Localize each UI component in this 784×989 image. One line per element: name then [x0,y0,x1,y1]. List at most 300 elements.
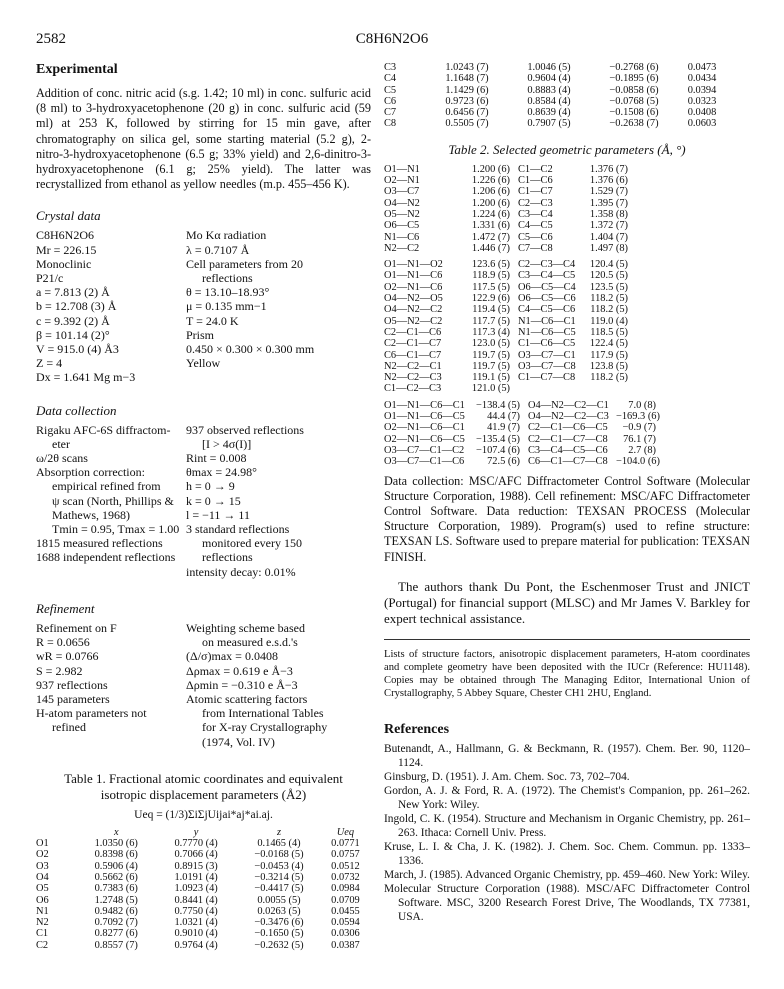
table-cell: 0.0709 [331,894,360,906]
table-cell: 7.0 (8) [628,399,656,411]
list-item: Mr = 226.15 [36,242,97,257]
list-item: on measured e.s.d.'s [202,635,298,650]
list-item: refined [52,720,86,735]
references-list [384,742,750,924]
list-item: Mathews, 1968) [52,507,130,522]
list-item: Δρmin = −0.310 e Å−3 [186,677,298,692]
page-number: 2582 [36,31,66,47]
table-row [384,107,728,118]
table-cell: 1.0046 (5) [527,62,571,73]
table1-section [36,771,371,951]
list-item: for X-ray Crystallography [202,720,328,735]
table-cell: 0.5505 (7) [445,118,489,130]
table1-coordinates [36,827,371,951]
table-cell: O2—N1 [384,175,420,187]
table-cell: 0.0055 (5) [257,894,301,906]
divider [384,639,750,640]
data-collection-right-list [186,423,371,579]
table-cell: C3—C4 [518,208,553,220]
list-item: H-atom parameters not [36,706,147,721]
table-cell: C1—C6—C5 [518,338,576,350]
table-cell: O4—N2 [384,197,420,209]
table-cell: 1.497 (8) [589,242,628,254]
table-cell: 0.0984 [331,883,360,895]
table-cell: 0.0455 [331,905,360,917]
table-cell: O1—N1—C6 [384,270,443,282]
table-cell: −0.0768 (5) [609,95,659,107]
table-cell: 1.472 (7) [471,231,510,243]
table-row [384,118,728,129]
table-cell: O4 [36,871,49,883]
list-item: Rigaku AFC-6S diffractom- [36,422,171,437]
table-cell: 1.226 (6) [471,175,510,187]
list-item: Tmin = 0.95, Tmax = 1.00 [52,522,180,537]
table-cell: C2 [36,939,49,951]
table-cell: −0.1508 (6) [609,107,659,119]
table-cell: 1.446 (7) [471,242,510,254]
software-text: Data collection: MSC/AFC Diffractometer Control Software (Molecular Structure Corporation, 1988). Cell refinement: MSC/AFC Diffractometer Control Software. Data reduction: TEXSAN PROCESS (Molecular Structure Corporation, 1989). Program(s) used to refine structure: TEXSAN LS. Software used to prepare material for publication: TEXSAN FINISH. [384,473,750,564]
table-cell: 0.7092 (7) [94,917,138,929]
table-row [36,928,371,939]
list-item: monitored every 150 [202,536,302,551]
list-item: 937 reflections [36,677,108,692]
table-cell: 1.0243 (7) [445,62,489,73]
reference-item: Kruse, L. I. & Cha, J. K. (1982). J. Chem. Soc. Chem. Commun. pp. 1333–1336. [384,840,750,867]
list-item: Mo Kα radiation [186,228,267,243]
table-cell: 72.5 (6) [487,456,520,468]
reference-item: Ginsburg, D. (1951). J. Am. Chem. Soc. 73, 702–704. [384,770,630,783]
table-cell: 0.8557 (7) [94,939,138,951]
experimental-heading: Experimental [36,62,118,77]
refinement-right-list [186,621,371,749]
table-cell: 117.5 (5) [472,281,510,293]
reference-item: Molecular Structure Corporation (1988). MSC/AFC Diffractometer Control Software. MSC, 3200 Research Forest Drive, The Woodlands, TX 77381, USA. [384,882,750,923]
table-cell: 0.5906 (4) [94,860,138,872]
table-header: y [193,826,199,838]
table1-formula: Ueq = (1/3)ΣiΣjUijai*aj*ai.aj. [134,808,273,821]
table-cell: O2 [36,849,49,861]
table-cell [588,383,628,394]
table-cell: −0.9 (7) [622,422,656,434]
table-cell: C4—C5—C6 [518,304,576,316]
table-cell: 44.4 (7) [487,411,520,423]
data-collection-left-list [36,423,186,579]
table-cell: O1 [36,838,49,850]
table-cell: O6 [36,894,49,906]
table-cell: 119.7 (5) [472,349,510,361]
list-item: ψ scan (North, Phillips & [52,493,174,508]
reference-item: Butenandt, A., Hallmann, G. & Beckmann, R. (1957). Chem. Ber. 90, 1120–1124. [384,742,750,769]
table-row [384,62,728,73]
table-cell: C1—C6 [518,175,553,187]
table-row [36,895,371,906]
table-cell: −169.3 (6) [616,411,660,423]
table-cell: C2—C3—C4 [518,259,576,271]
table-cell: 122.9 (6) [471,293,510,305]
table-row [36,838,371,849]
list-item: [I > 4σ(I)] [202,436,252,451]
table-cell: −107.4 (6) [476,444,520,456]
table-cell: C6 [384,95,397,107]
crystal-data-section [36,208,371,384]
list-item: Cell parameters from 20 [186,256,303,271]
list-item: 0.450 × 0.300 × 0.300 mm [186,342,315,357]
table-header: Ueq [336,826,355,838]
table-cell: O5 [36,883,49,895]
list-item: Atomic scattering factors [186,691,308,706]
list-item: θ = 13.10–18.93° [186,285,270,300]
table-cell: O3—C7—C1—C2 [384,444,465,456]
table-cell: 119.4 (5) [472,304,510,316]
table-cell: −0.2632 (5) [254,939,304,951]
table-header [36,827,78,838]
list-item: P21/c [36,271,64,286]
table-row [36,861,371,872]
list-item: a = 7.813 (2) Å [36,285,110,300]
table-cell: 0.0757 [331,849,360,861]
table-cell: N1—C6 [384,231,420,243]
table-cell: C2—C3 [518,197,553,209]
table-cell: C1—C7—C8 [518,372,576,384]
table-cell: −0.3476 (6) [254,917,304,929]
table-cell: 0.8639 (4) [527,107,571,119]
table-cell: 1.358 (8) [589,208,628,220]
table-cell: C7—C8 [518,242,553,254]
table-cell: 0.0594 [331,917,360,929]
table-cell: 0.9010 (4) [174,928,218,940]
table-cell: −135.4 (5) [476,433,520,445]
data-collection-heading: Data collection [36,402,117,418]
table-cell: 0.8883 (4) [527,84,571,96]
table-cell: O3—C7—C1 [518,349,576,361]
list-item: Prism [186,327,215,342]
list-item: β = 101.14 (2)° [36,327,110,342]
table-cell: 123.6 (5) [471,259,510,271]
table-cell: C2—C1—C7—C8 [528,433,608,445]
table-cell: O1—N1—C6—C5 [384,411,465,423]
table-cell: O5—N2 [384,208,420,220]
table-cell: 1.224 (6) [471,208,510,220]
table-cell: 1.404 (7) [589,231,628,243]
table-cell: 0.0434 [687,73,717,85]
table-cell: C3—C4—C5—C6 [528,444,608,456]
table-row [36,872,371,883]
table-cell: −0.0858 (6) [609,84,659,96]
table-cell: 119.1 (5) [472,372,510,384]
table-cell: 1.2748 (5) [94,894,138,906]
table-cell: 0.8584 (4) [527,95,571,107]
table1-continued [384,62,728,130]
table-cell: 0.0263 (5) [257,905,301,917]
table-cell: 0.5662 (6) [94,871,138,883]
table-row [384,73,728,84]
table-cell: 0.6456 (7) [445,107,489,119]
table-cell: 0.8398 (6) [94,849,138,861]
table-cell: O1—N1—O2 [384,259,443,271]
table-cell: 1.0350 (6) [94,838,138,850]
table-cell: C5—C6 [518,231,553,243]
table-cell: −0.4417 (5) [254,883,304,895]
list-item: 3 standard reflections [186,522,290,537]
list-item: R = 0.0656 [36,635,90,650]
table-cell: 1.0923 (4) [174,883,218,895]
list-item: V = 915.0 (4) Å3 [36,342,119,357]
table-cell: 1.529 (7) [589,186,628,198]
left-column [36,62,371,951]
right-column [384,62,750,924]
refinement-left-list [36,621,186,749]
table-cell: 2.7 (8) [628,444,656,456]
running-title-formula: C8H6N2O6 [355,31,429,47]
table-cell: O6—C5—C4 [518,281,576,293]
table-cell: 123.8 (5) [589,360,628,372]
list-item: Absorption correction: [36,465,145,480]
list-item: Weighting scheme based [186,620,305,635]
table-cell: 0.0512 [331,860,360,872]
table-cell: O2—N1—C6 [384,281,443,293]
table-cell: O2—N1—C6—C1 [384,422,465,434]
table-cell: 0.0387 [331,939,360,951]
list-item: Z = 4 [36,356,63,371]
list-item: μ = 0.135 mm−1 [186,299,267,314]
table-cell: C3—C4—C5 [518,270,576,282]
table-cell: C6—C1—C7 [384,349,442,361]
crystal-data-heading: Crystal data [36,208,101,224]
table-cell: C1—C2—C3 [384,383,442,395]
refinement-heading: Refinement [36,600,95,616]
table-cell: O3—C7—C8 [518,360,576,372]
table-cell: −104.0 (6) [616,456,660,468]
table-cell: 118.2 (5) [590,372,628,384]
table-row [36,917,371,928]
table-cell: 1.1648 (7) [445,73,489,85]
table-cell: 1.0191 (4) [174,871,218,883]
table-cell: O1—N1 [384,163,420,175]
table-cell: 1.331 (6) [471,220,510,232]
table-cell: O3—C7 [384,186,420,198]
table-cell: 0.7907 (5) [527,118,571,130]
table-cell: 1.372 (7) [589,220,628,232]
table-cell: C4—C5 [518,220,553,232]
table-cell: 119.0 (4) [590,315,628,327]
table-cell: O4—N2—O5 [384,293,443,305]
table-cell: 120.5 (5) [589,270,628,282]
list-item: C8H6N2O6 [36,228,95,243]
list-item: Dx = 1.641 Mg m−3 [36,370,136,385]
table-cell: −0.2768 (6) [609,62,659,73]
table-cell: 0.0732 [331,871,360,883]
table-cell: 0.9482 (6) [94,905,138,917]
table-cell: 117.7 (5) [472,315,510,327]
table-cell: 119.7 (5) [472,360,510,372]
table-cell: 1.1429 (6) [445,84,489,96]
table-cell: 0.0323 [687,95,717,107]
table-cell: 0.9764 (4) [174,939,218,951]
table-cell: C2—C1—C6—C5 [528,422,608,434]
table-cell: O4—N2—C2 [384,304,443,316]
table-cell: 0.8441 (4) [174,894,218,906]
list-item: b = 12.708 (3) Å [36,299,117,314]
table-cell: O5—N2—C2 [384,315,443,327]
table-cell: 0.7066 (4) [174,849,218,861]
table-header: z [276,826,281,838]
table-cell: N2—C2 [384,242,420,254]
list-item: 145 parameters [36,691,110,706]
table-cell: 0.8915 (3) [174,860,218,872]
list-item: (Δ/σ)max = 0.0408 [186,649,278,664]
list-item: reflections [202,550,253,565]
geometry-block [384,259,750,395]
list-item: Rint = 0.008 [186,451,247,466]
reference-item: March, J. (1985). Advanced Organic Chemistry, pp. 459–460. New York: Wiley. [384,868,750,881]
table-cell: 1.376 (6) [589,175,628,187]
table-cell: 123.0 (5) [471,338,510,350]
table-cell: O6—C5—C6 [518,293,576,305]
experimental-text: Addition of conc. nitric acid (s.g. 1.42; 10 ml) in conc. sulfuric acid (8 ml) to 3-hydroxyacetophenone (20 g) in conc. sulfuric acid (59 ml) at 253 K, followed by stirring for 15 min gave, after chromatography on silica gel, some starting material (5.2 g), 2-nitro-3-hydroxyacetophenone (6.5 g; 33% yield) and 2,6-dinitro-3-hydroxyacetophenone (6.1 g; 25% yield). The latter was recrystallized from ethanol as yellow needles (m.p. 455–456 K). [36,86,371,192]
table-cell: N1—C6—C1 [518,315,576,327]
crystal-data-left-list [36,228,186,384]
list-item: c = 9.392 (2) Å [36,313,110,328]
table-cell: O6—C5 [384,220,420,232]
table-cell: 0.7770 (4) [174,838,218,850]
table-header: x [113,826,119,838]
table-cell: C2—C1—C7 [384,338,442,350]
table-row [36,849,371,860]
table-cell: C7 [384,107,397,119]
list-item: (1974, Vol. IV) [202,734,275,749]
list-item: intensity decay: 0.01% [186,564,296,579]
list-item: Δρmax = 0.619 e Å−3 [186,663,293,678]
table-cell: −0.3214 (5) [254,871,304,883]
table-cell: 0.9723 (6) [445,95,489,107]
table-cell: 118.2 (5) [590,304,628,316]
deposit-note: Lists of structure factors, anisotropic displacement parameters, H-atom coordinates and complete geometry have been deposited with the IUCr (Reference: HU1148). Copies may be obtained through The Managing Editor, International Union of Crystallography, 5 Abbey Square, Chester CH1 2HU, England. [384,648,750,699]
table-row [384,85,728,96]
table-cell: 123.5 (5) [589,281,628,293]
table-cell: 118.9 (5) [472,270,510,282]
table-cell: 118.2 (5) [590,293,628,305]
table-cell: O2—N1—C6—C5 [384,433,465,445]
reference-item: Gordon, A. J. & Ford, R. A. (1972). The Chemist's Companion, pp. 261–262. New York: Wiley. [384,784,750,811]
table-cell: N2—C2—C1 [384,360,442,372]
table-cell: O3 [36,860,49,872]
table-cell: N2 [36,917,49,929]
list-item: 1688 independent reflections [36,550,176,565]
table-cell: C8 [384,118,397,130]
table-cell: C1—C2 [518,163,553,175]
table-row [384,96,728,107]
table-cell: 117.3 (4) [472,326,510,338]
table-cell: −0.2638 (7) [609,118,659,130]
table-cell: 0.7750 (4) [174,905,218,917]
table-cell: 0.0771 [331,838,360,850]
table-cell: −0.1650 (5) [254,928,304,940]
table-cell [518,383,580,394]
table-cell: C1—C7 [518,186,553,198]
list-item: from International Tables [202,706,324,721]
table-cell: N2—C2—C3 [384,372,442,384]
list-item: Monoclinic [36,256,92,271]
table-cell: 0.0394 [687,84,717,96]
table1-title: Table 1. Fractional atomic coordinates and equivalent isotropic displacement parameters (Å2) [64,770,343,802]
table-cell: 1.200 (6) [471,197,510,209]
list-item: θmax = 24.98° [186,465,257,480]
table-cell: 118.5 (5) [590,326,628,338]
table-cell: O1—N1—C6—C1 [384,399,465,411]
table-cell: 76.1 (7) [623,433,656,445]
geometry-block [384,400,750,468]
table-cell: N1 [36,905,49,917]
table-cell: 0.1465 (4) [257,838,301,850]
table-cell: 0.0603 [687,118,717,130]
list-item: Yellow [186,356,221,371]
table-cell: C4 [384,73,397,85]
table-cell: 117.9 (5) [590,349,628,361]
refinement-section [36,601,371,749]
list-item: h = 0 → 9 [186,479,235,494]
table-cell: 1.376 (7) [589,163,628,175]
table-cell: 0.9604 (4) [527,73,571,85]
list-item: λ = 0.7107 Å [186,242,250,257]
references-section [384,722,750,924]
list-item: T = 24.0 K [186,313,239,328]
table-cell: 1.206 (6) [471,186,510,198]
table-cell: 121.0 (5) [471,383,510,395]
table-cell: N1—C6—C5 [518,326,576,338]
table-cell: C1 [36,928,49,940]
acknowledgement-text: The authors thank Du Pont, the Eschenmoser Trust and JNICT (Portugal) for financial support (MLSC) and Mr James V. Barkley for expert technical assistance. [384,578,750,626]
list-item: empirical refined from [52,479,161,494]
table2-geometry [384,164,750,468]
list-item: reflections [202,271,253,286]
table-cell: −0.1895 (6) [609,73,659,85]
reference-item: Ingold, C. K. (1954). Structure and Mechanism in Organic Chemistry, pp. 261–263. Ithaca: Cornell Univ. Press. [384,812,750,839]
table-cell: 1.200 (6) [471,163,510,175]
table-cell: 0.0306 [331,928,360,940]
table-cell: O4—N2—C2—C3 [528,411,609,423]
list-item: 1815 measured reflections [36,536,163,551]
table-cell: 1.395 (7) [589,197,628,209]
table-row [36,940,371,951]
list-item: ω/2θ scans [36,451,88,466]
table-cell: −138.4 (5) [476,399,520,411]
table-cell: 41.9 (7) [487,422,520,434]
table-row [36,906,371,917]
table-cell: O4—N2—C2—C1 [528,399,609,411]
geometry-block [384,164,750,254]
table-cell: 0.8277 (6) [94,928,138,940]
table-row [36,883,371,894]
list-item: S = 2.982 [36,663,83,678]
list-item: Refinement on F [36,620,117,635]
table-cell: C2—C1—C6 [384,326,442,338]
table-cell: 122.4 (5) [589,338,628,350]
table-cell: C5 [384,84,397,96]
table-cell: −0.0453 (4) [254,860,304,872]
table-cell: C6—C1—C7—C8 [528,456,608,468]
list-item: k = 0 → 15 [186,493,241,508]
table-cell: O3—C7—C1—C6 [384,456,465,468]
table-cell: 0.0408 [687,107,717,119]
list-item: wR = 0.0766 [36,649,99,664]
table-cell: 120.4 (5) [589,259,628,271]
table-cell: C3 [384,62,397,73]
crystal-data-right-list [186,228,371,384]
list-item: eter [52,436,70,451]
list-item: l = −11 → 11 [186,507,250,522]
table-cell: 1.0321 (4) [174,917,218,929]
table-cell: 0.0473 [687,62,717,73]
